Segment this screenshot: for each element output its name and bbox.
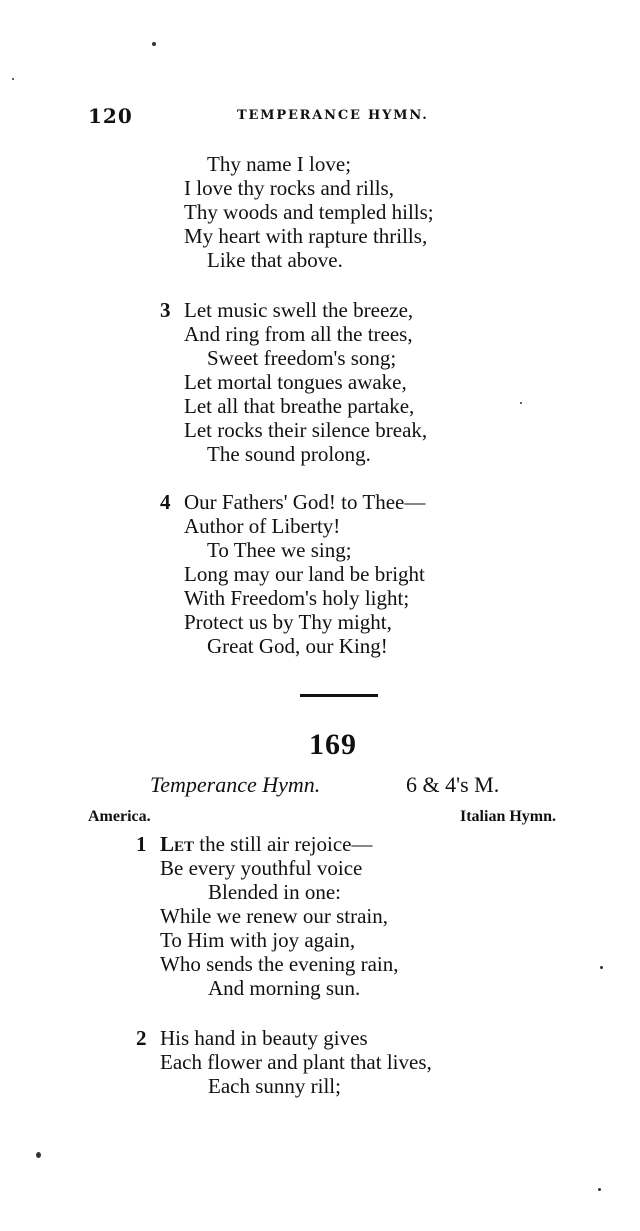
stanza-number: 4	[160, 490, 171, 514]
hymn-title: Temperance Hymn.	[150, 772, 321, 797]
hymn-meter: 6 & 4's M.	[406, 772, 500, 797]
verse-line: Let music swell the breeze,	[184, 298, 414, 322]
verse-line: Our Fathers' God! to Thee—	[184, 490, 426, 514]
verse-line: Let rocks their silence break,	[184, 418, 428, 442]
tune-name-right: Italian Hymn.	[460, 808, 557, 825]
scan-speck	[36, 1152, 41, 1158]
verse-line: His hand in beauty gives	[160, 1026, 368, 1050]
section-divider	[300, 694, 378, 697]
verse-line: Who sends the evening rain,	[160, 952, 399, 976]
verse-line: Blended in one:	[208, 880, 341, 904]
verse-line: Thy woods and templed hills;	[184, 200, 434, 224]
verse-line: And morning sun.	[208, 976, 361, 1000]
verse-line: The sound prolong.	[207, 442, 371, 466]
verse-line: Great God, our King!	[207, 634, 388, 658]
stanza-number: 3	[160, 298, 171, 322]
verse-line: Thy name I love;	[207, 152, 352, 176]
scan-speck	[600, 966, 603, 969]
verse-line: And ring from all the trees,	[184, 322, 413, 346]
verse-line: Let mortal tongues awake,	[184, 370, 407, 394]
verse-line: Author of Liberty!	[184, 514, 341, 538]
verse-line: To Him with joy again,	[160, 928, 356, 952]
verse-line: I love thy rocks and rills,	[184, 176, 394, 200]
scan-speck	[598, 1188, 601, 1191]
scan-speck	[12, 78, 14, 80]
verse-line: To Thee we sing;	[207, 538, 352, 562]
verse-line: Be every youthful voice	[160, 856, 363, 880]
running-head: TEMPERANCE HYMN.	[237, 108, 429, 123]
drop-word: Let	[160, 832, 195, 856]
verse-line: Each sunny rill;	[208, 1074, 341, 1098]
stanza-number: 2	[136, 1026, 147, 1050]
verse-line: Protect us by Thy might,	[184, 610, 392, 634]
page-number: 120	[88, 104, 133, 128]
verse-line: Let all that breathe partake,	[184, 394, 415, 418]
verse-line: With Freedom's holy light;	[184, 586, 410, 610]
verse-line: While we renew our strain,	[160, 904, 388, 928]
first-line-rest: the still air rejoice—	[194, 832, 373, 856]
tune-name-left: America.	[88, 808, 151, 825]
hymn-number: 169	[309, 728, 357, 761]
verse-line: Long may our land be bright	[184, 562, 425, 586]
stanza-number: 1	[136, 832, 147, 856]
scan-speck	[152, 42, 156, 46]
verse-line: Each flower and plant that lives,	[160, 1050, 432, 1074]
verse-line: Sweet freedom's song;	[207, 346, 397, 370]
page-header	[0, 104, 640, 132]
verse-line: Like that above.	[207, 248, 343, 272]
scan-speck	[520, 402, 522, 404]
verse-line: My heart with rapture thrills,	[184, 224, 428, 248]
verse-line-first	[160, 832, 372, 856]
